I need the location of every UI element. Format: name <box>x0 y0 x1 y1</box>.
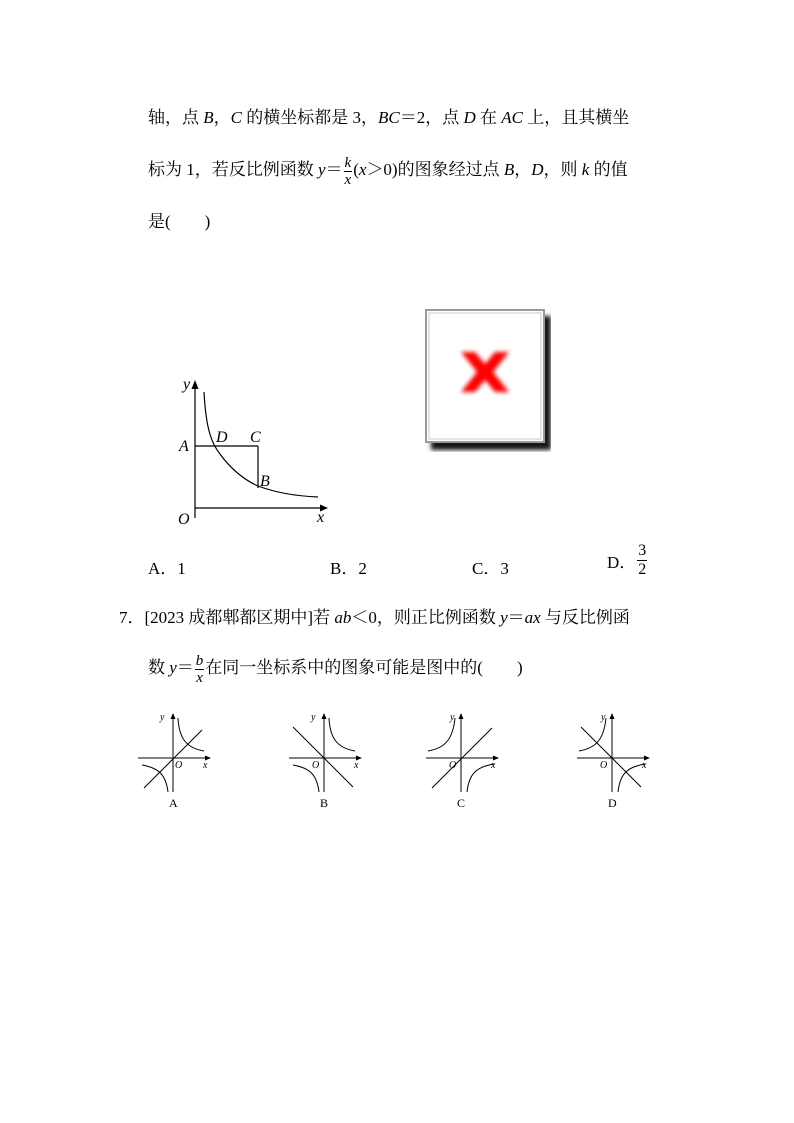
hyperbola-branch-q4 <box>467 764 494 792</box>
denominator: x <box>196 669 203 686</box>
text: ， <box>213 108 231 127</box>
q6-line-2 <box>148 152 628 188</box>
y-axis-arrow <box>322 713 327 719</box>
numerator: b <box>195 652 204 669</box>
var-k: k <box>581 160 590 179</box>
hyperbola-branch-q3 <box>142 765 168 792</box>
origin-label: O <box>600 760 608 771</box>
graph-d[interactable] <box>573 708 653 794</box>
x-label: x <box>642 760 647 771</box>
equals: ＝ <box>325 160 343 179</box>
graph-b[interactable] <box>285 708 365 794</box>
var-y: y <box>318 160 326 179</box>
point-d-label: D <box>216 429 228 446</box>
text: 标为 1，若反比例函数 <box>148 160 318 179</box>
x-label: x <box>203 760 208 771</box>
denominator: 2 <box>638 561 647 578</box>
q6-line-1 <box>148 108 629 128</box>
y-label: y <box>183 376 191 393</box>
text: 在同一坐标系中的图象可能是图中的( ) <box>205 658 523 677</box>
var-bc: BC <box>377 108 400 127</box>
x-label: x <box>317 509 325 526</box>
denominator: x <box>344 171 352 188</box>
option-a-label: A．1 <box>148 559 186 578</box>
text: 的图象经过点 <box>397 160 504 179</box>
y-axis-arrow <box>192 380 199 389</box>
graph-c[interactable] <box>422 708 502 794</box>
line-y-ax <box>293 727 353 787</box>
x-label: x <box>491 760 496 771</box>
text: 是( ) <box>148 212 211 231</box>
point-a-label: A <box>179 438 189 455</box>
y-label: y <box>160 712 165 723</box>
var-y: y <box>500 608 508 627</box>
var-ab: ab <box>334 608 352 627</box>
var-ax: ax <box>524 608 541 627</box>
text: ， <box>514 160 532 179</box>
var-d: D <box>463 108 476 127</box>
text: 与反比例函 <box>540 608 630 627</box>
text: 轴，点 <box>148 108 204 127</box>
graph-b-caption: B <box>320 796 329 810</box>
graph-d-caption: D <box>608 796 617 810</box>
graph-a-caption: A <box>169 796 178 810</box>
hyperbola-branch-q1 <box>329 718 355 751</box>
y-axis-arrow <box>459 713 464 719</box>
q6-line-3 <box>148 212 210 232</box>
text: 在 <box>475 108 502 127</box>
var-d: D <box>531 160 544 179</box>
option-b[interactable] <box>330 554 367 579</box>
point-b-label: B <box>260 473 270 490</box>
y-label: y <box>601 712 606 723</box>
var-b: B <box>503 160 515 179</box>
equals: ＝ <box>507 608 525 627</box>
text: ＝2，点 <box>399 108 464 127</box>
text: ＜0，则正比例函数 <box>351 608 501 627</box>
y-label: y <box>450 712 455 723</box>
fraction-b-over-x <box>195 653 205 686</box>
text: ( <box>353 160 359 179</box>
option-c-label: C．3 <box>472 559 509 578</box>
text: 的值 <box>589 160 628 179</box>
text: 上，且其横坐 <box>522 108 630 127</box>
q6-figure <box>170 370 340 530</box>
var-ac: AC <box>501 108 523 127</box>
x-label: x <box>354 760 359 771</box>
text: ＞0) <box>366 160 398 179</box>
origin-label: O <box>449 760 457 771</box>
var-b: B <box>203 108 214 127</box>
option-a[interactable] <box>148 554 186 579</box>
q7-line-2 <box>148 650 523 686</box>
y-axis-arrow <box>171 713 176 719</box>
var-y: y <box>169 658 177 677</box>
equals: ＝ <box>176 658 194 677</box>
broken-image-icon <box>423 306 551 452</box>
fraction-3-over-2 <box>637 542 647 579</box>
fraction-k-over-x <box>344 155 353 188</box>
option-d[interactable] <box>607 542 648 579</box>
option-c[interactable] <box>472 554 509 579</box>
var-c: C <box>230 108 242 127</box>
y-axis-arrow <box>610 713 615 719</box>
option-d-label: D． <box>607 553 637 572</box>
y-label: y <box>311 712 316 723</box>
origin-label: O <box>312 760 320 771</box>
text: 数 <box>148 658 170 677</box>
option-b-label: B．2 <box>330 559 367 578</box>
line-y-ax <box>581 727 641 787</box>
origin-label: O <box>175 760 183 771</box>
origin-label: O <box>178 511 190 528</box>
hyperbola-branch-q1 <box>178 718 204 751</box>
numerator: k <box>344 154 352 171</box>
graph-c-caption: C <box>457 796 466 810</box>
point-c-label: C <box>250 429 261 446</box>
text: ，则 <box>543 160 582 179</box>
q7-line-1 <box>119 608 630 628</box>
numerator: 3 <box>638 542 647 559</box>
text: 7．[2023 成都郫都区期中]若 <box>119 608 335 627</box>
text: 的横坐标都是 3， <box>241 108 378 127</box>
var-x: x <box>358 160 367 179</box>
graph-a[interactable] <box>134 708 214 794</box>
